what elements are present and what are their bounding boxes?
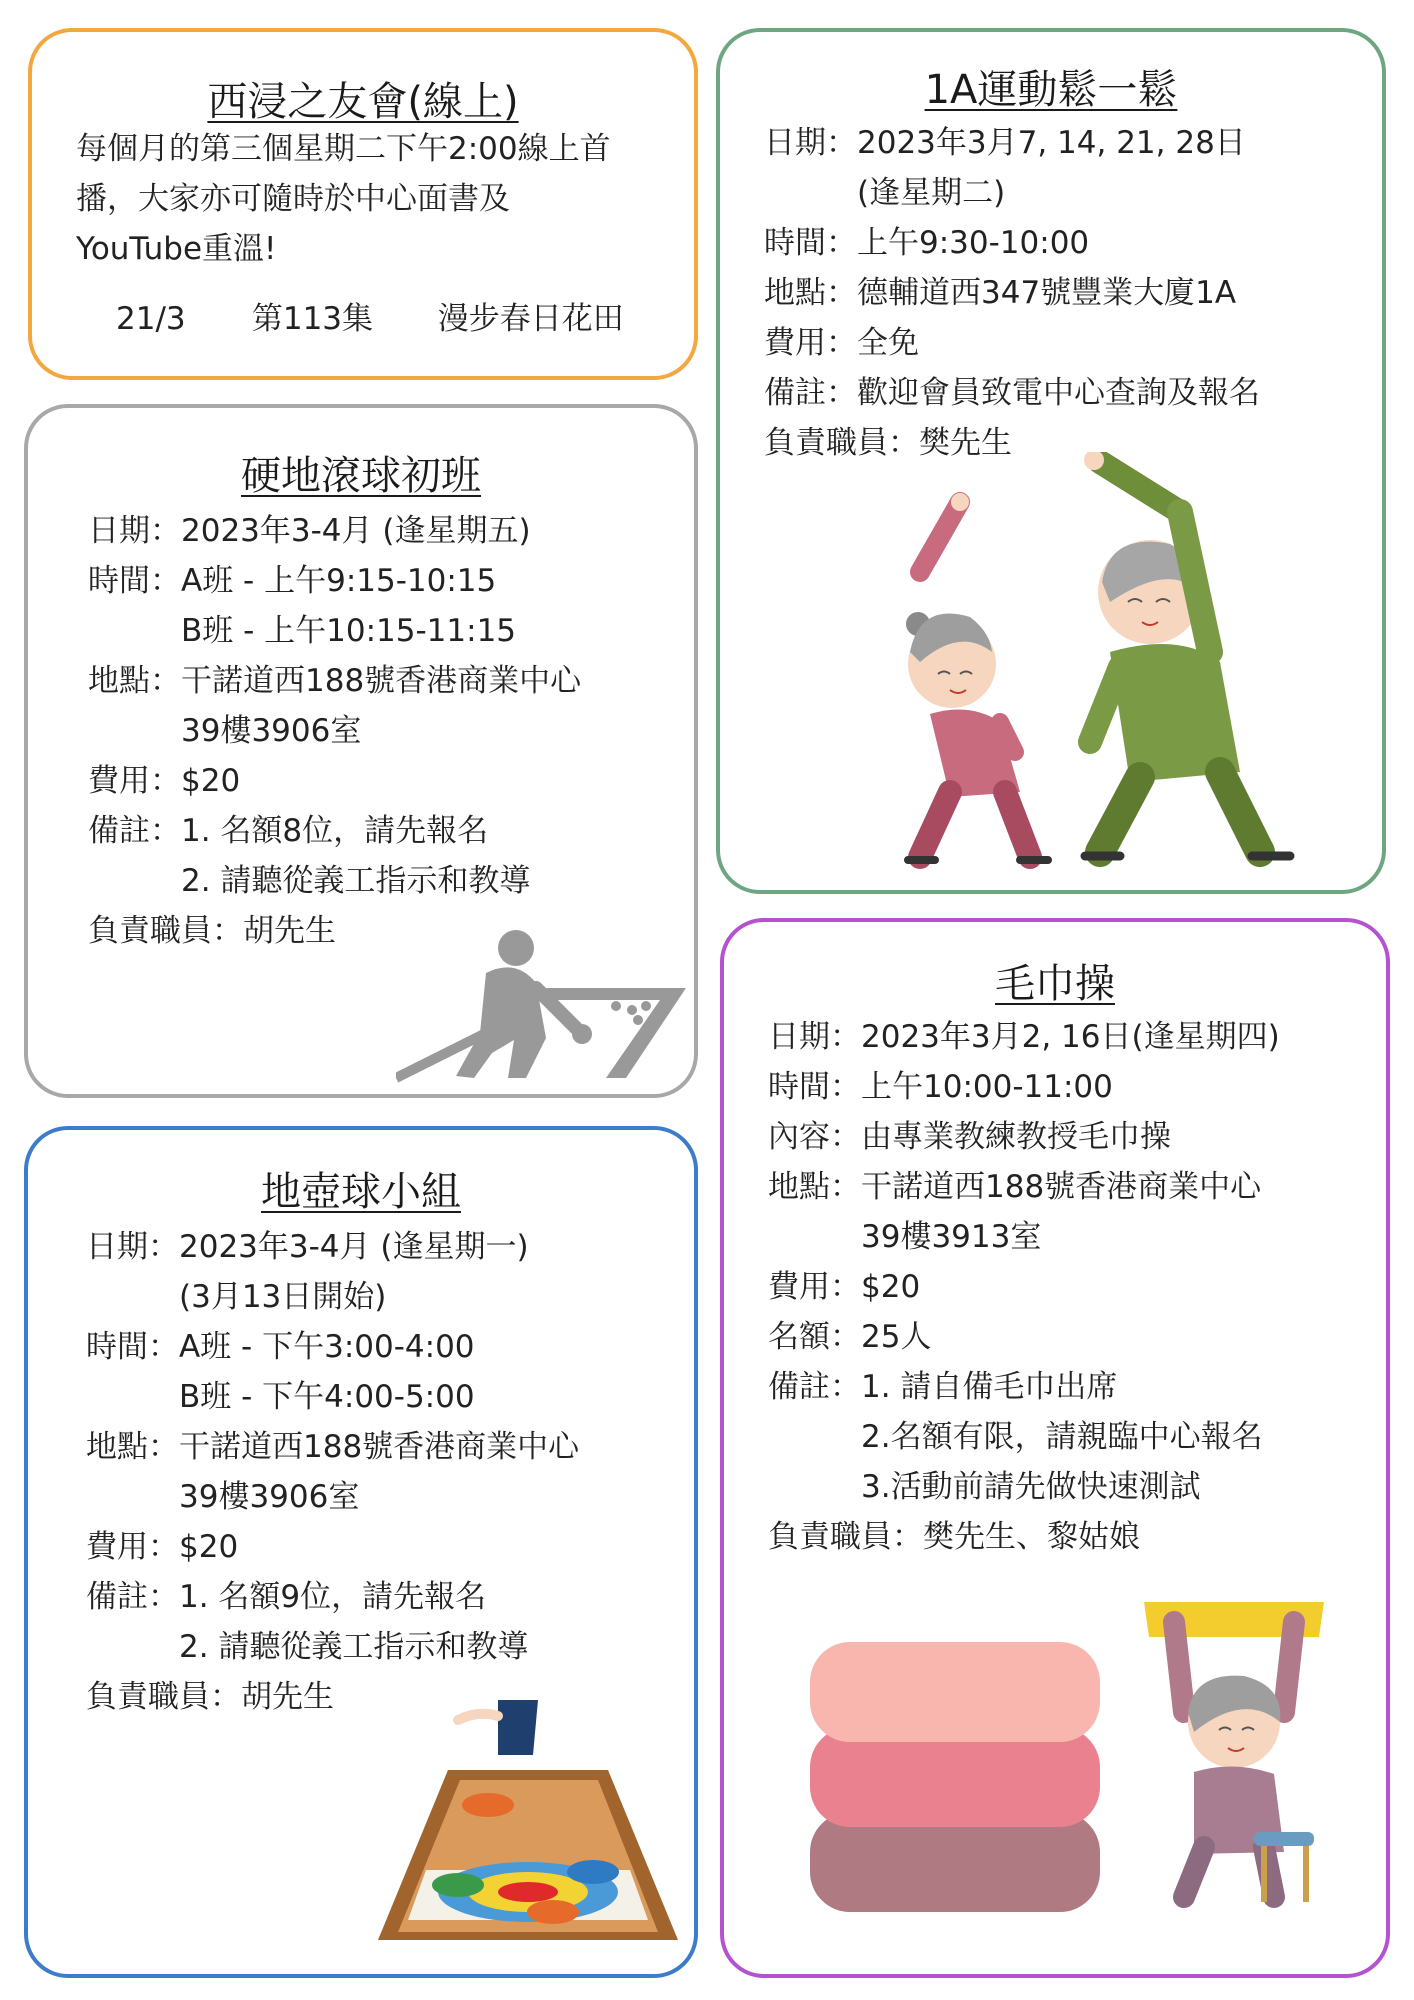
row-fee: 費用： 全免 bbox=[764, 325, 919, 361]
details bbox=[764, 118, 1260, 468]
row-staff: 負責職員： 樊先生、黎姑娘 bbox=[768, 1519, 1140, 1555]
row-fee: 費用： $20 bbox=[768, 1269, 921, 1305]
card-title: 西浸之友會(線上) bbox=[207, 79, 519, 125]
row-date: 日期： 2023年3月7, 14, 21, 28日 (逢星期二) bbox=[764, 125, 1246, 211]
row-quota: 名額： 25人 bbox=[768, 1319, 932, 1355]
row-time: 時間： A班 - 下午3:00-4:00 B班 - 下午4:00-5:00 bbox=[86, 1329, 475, 1415]
row-remarks: 備註： 歡迎會員致電中心查詢及報名 bbox=[764, 375, 1260, 411]
details bbox=[768, 1012, 1280, 1562]
row-fee: 費用： $20 bbox=[88, 763, 241, 799]
row-remarks: 備註： 1. 名額8位，請先報名 2. 請聽從義工指示和教導 bbox=[88, 813, 531, 899]
senior-towel-exercise-illustration bbox=[1124, 1582, 1344, 1912]
episode-number: 第113集 bbox=[251, 301, 374, 337]
row-staff: 負責職員： 胡先生 bbox=[86, 1679, 334, 1715]
row-time: 時間： 上午10:00-11:00 bbox=[768, 1069, 1113, 1105]
description-line: 播，大家亦可隨時於中心面書及 bbox=[76, 181, 510, 217]
card-towel-exercise bbox=[720, 918, 1390, 1978]
row-date: 日期： 2023年3-4月 (逢星期一) (3月13日開始) bbox=[86, 1229, 529, 1315]
card-boccia bbox=[24, 404, 698, 1098]
details bbox=[88, 506, 581, 956]
floor-curling-illustration bbox=[348, 1700, 678, 1950]
row-staff: 負責職員： 胡先生 bbox=[88, 913, 336, 949]
stretching-seniors-illustration bbox=[880, 452, 1320, 872]
card-1a-exercise bbox=[716, 28, 1386, 894]
row-venue: 地點： 德輔道西347號豐業大廈1A bbox=[764, 275, 1237, 311]
row-remarks: 備註： 1. 請自備毛巾出席 2.名額有限，請親臨中心報名 3.活動前請先做快速測試 bbox=[768, 1369, 1263, 1505]
card-online-club bbox=[28, 28, 698, 380]
row-time: 時間： A班 - 上午9:15-10:15 B班 - 上午10:15-11:15 bbox=[88, 563, 517, 649]
card-title: 1A運動鬆一鬆 bbox=[924, 67, 1178, 113]
card-floor-curling bbox=[24, 1126, 698, 1978]
row-date: 日期： 2023年3月2, 16日(逢星期四) bbox=[768, 1019, 1280, 1055]
row-time: 時間： 上午9:30-10:00 bbox=[764, 225, 1090, 261]
row-remarks: 備註： 1. 名額9位，請先報名 2. 請聽從義工指示和教導 bbox=[86, 1579, 529, 1665]
row-venue: 地點： 干諾道西188號香港商業中心 39樓3913室 bbox=[768, 1169, 1262, 1255]
description-line: YouTube重溫! bbox=[76, 231, 277, 267]
boccia-player-icon bbox=[396, 928, 696, 1088]
row-date: 日期： 2023年3-4月 (逢星期五) bbox=[88, 513, 531, 549]
episode-name: 漫步春日花田 bbox=[437, 301, 624, 337]
description-line: 每個月的第三個星期二下午2:00線上首 bbox=[76, 131, 611, 167]
episode-date: 21/3 bbox=[116, 301, 186, 337]
row-venue: 地點： 干諾道西188號香港商業中心 39樓3906室 bbox=[88, 663, 582, 749]
row-venue: 地點： 干諾道西188號香港商業中心 39樓3906室 bbox=[86, 1429, 580, 1515]
details bbox=[86, 1222, 579, 1722]
row-fee: 費用： $20 bbox=[86, 1529, 239, 1565]
card-title: 毛巾操 bbox=[995, 961, 1115, 1007]
row-content: 內容： 由專業教練教授毛巾操 bbox=[768, 1119, 1171, 1155]
towels-illustration bbox=[804, 1622, 1104, 1922]
card-title: 地壺球小組 bbox=[261, 1169, 461, 1215]
row-staff: 負責職員： 樊先生 bbox=[764, 425, 1012, 461]
card-title: 硬地滾球初班 bbox=[241, 453, 481, 499]
